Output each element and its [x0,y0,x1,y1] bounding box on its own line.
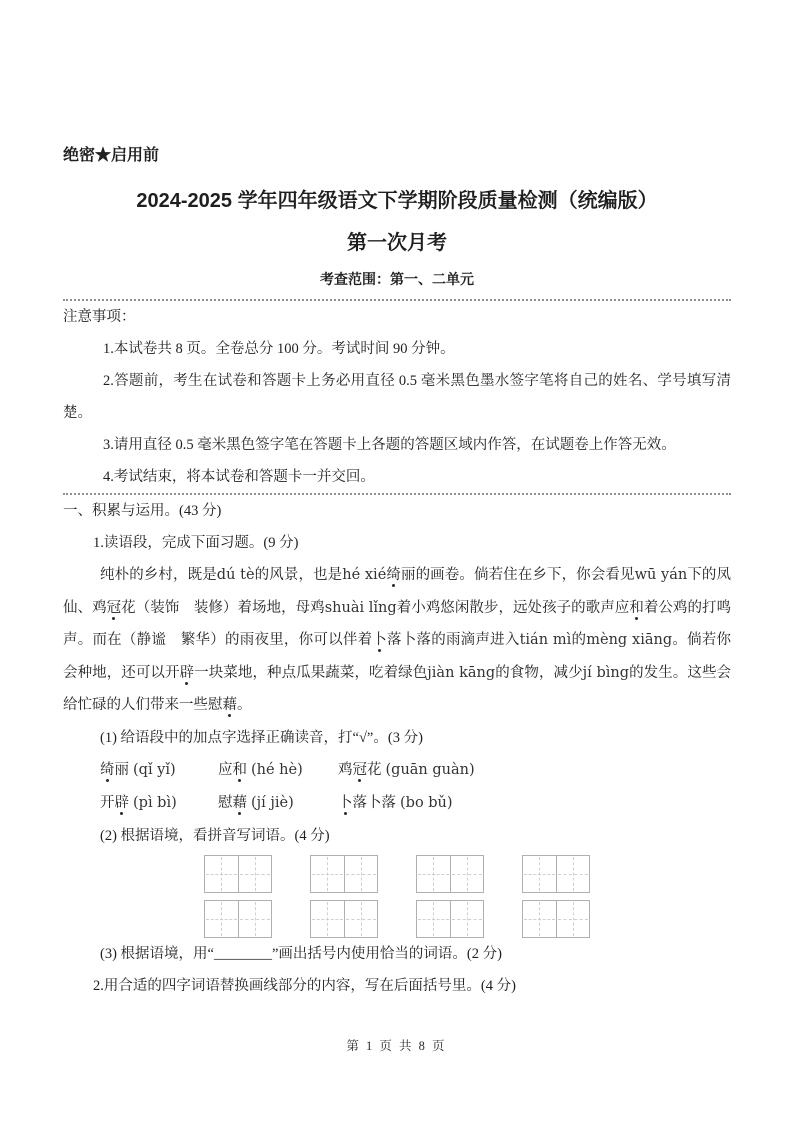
writing-box [204,855,272,893]
sub-question-2: (2) 根据语境，看拼音写词语。(4 分) [100,827,330,844]
pron-item: 应和 (hé hè) [218,761,303,778]
pinyin-segment: hé xié [342,567,387,583]
text-segment: 的食物，减少 [495,664,583,681]
exam-name: 第一次月考 [347,232,447,254]
pron-row [100,754,731,787]
question-2-stem: 2.用合适的四字词语替换画线部分的内容，写在后面括号里。(4 分) [93,977,516,994]
notice-section [63,301,731,493]
pron-item: 绮丽 (qǐ yǐ) [100,761,176,778]
grid-cell [523,901,556,937]
writing-box [416,855,484,893]
emphasized-char: 冠 [106,599,122,616]
page-title: 2024-2025 学年四年级语文下学期阶段质量检测（统编版） [136,190,658,212]
grid-cell [238,856,272,892]
pinyin-segment: mèng xiāng [586,632,673,648]
grid-cell [417,856,450,892]
grid-cell [311,856,344,892]
text-segment: 的 [571,632,587,648]
pinyin-segment: jí bìng [582,664,630,681]
text-segment: 下的凤仙、鸡 [63,567,732,616]
grid-cell [205,901,238,937]
text-segment: 着小鸡悠闲散步，远处孩子的歌声应 [396,599,630,616]
pinyin-segment: dú tè [216,567,255,583]
grid-cell [523,856,556,892]
text-segment: 一块菜地，种点瓜果蔬菜，吃着绿色 [194,664,428,681]
pinyin-options: (guān guàn) [385,761,475,778]
pinyin-segment: tián mì [519,632,572,648]
grid-row [63,855,731,893]
classification-label: 绝密★启用前 [63,147,160,164]
pinyin-options: (bo bǔ) [400,794,453,811]
pron-item: 鸡冠花 (guān guàn) [338,761,475,778]
question-1-stem: 1.读语段，完成下面习题。(9 分) [93,535,299,551]
passage [63,559,731,722]
pron-item: 卜落卜落 (bo bǔ) [338,794,453,811]
text-segment: 花（装饰 装修）着场地，母鸡 [121,599,325,616]
grid-cell [450,856,484,892]
pinyin-segment: wū yán [634,567,688,583]
emphasized-char: 藉 [222,697,237,713]
text-segment: 纯朴的乡村，既是 [100,567,217,583]
pinyin-options: (pì bì) [133,794,177,811]
writing-box [416,900,484,938]
grid-cell [311,901,344,937]
pinyin-options: (hé hè) [251,761,303,778]
grid-cell [344,856,378,892]
pinyin-segment: shuài lǐng [324,599,397,616]
emphasized-char: 藉 [232,794,247,811]
text-segment: 落卜落的雨滴声进入 [387,632,520,648]
grid-cell [556,856,590,892]
pron-item: 慰藉 (jí jiè) [218,794,294,811]
text-segment: 丽的画卷。倘若住在乡下，你会看见 [400,567,635,583]
page-footer: 第 1 页 共 8 页 [346,1039,447,1053]
emphasized-char: 和 [232,761,247,778]
pron-row [100,787,731,820]
grid-cell [205,856,238,892]
emphasized-char: 绮 [100,761,115,778]
emphasized-char: 辟 [114,794,129,811]
notice-heading: 注意事项： [63,309,136,325]
writing-box [522,855,590,893]
emphasized-char: 卜 [338,794,353,811]
emphasized-char: 绮 [386,567,401,583]
text-segment: 着公鸡的打鸣声。而在（静谧 繁华）的雨夜里，你可以伴着 [63,599,732,648]
grid-cell [238,901,272,937]
notice-item-4: 4.考试结束，将本试卷和答题卡一并交回。 [103,469,375,485]
writing-box [310,900,378,938]
writing-box [310,855,378,893]
pinyin-options: (jí jiè) [251,794,294,811]
text-segment: 。倘若你会种地，还可以开 [63,632,732,681]
emphasized-char: 卜 [372,632,388,648]
grid-row [63,900,731,938]
notice-item-2: 2.答题前，考生在试卷和答题卡上务必用直径 0.5 毫米黑色墨水签字笔将自己的姓名、学号填写清楚。 [63,373,731,421]
pron-item: 开辟 (pì bì) [100,794,177,811]
pinyin-segment: jiàn kāng [427,664,496,681]
grid-cell [344,901,378,937]
writing-grid [63,855,731,938]
emphasized-char: 和 [629,599,644,616]
writing-box [204,900,272,938]
section-1-heading: 一、积累与运用。(43 分) [63,503,222,519]
pinyin-options: (qǐ yǐ) [133,761,176,778]
text-segment: 的发生。这些会给忙碌的人们带来一些慰 [63,664,732,713]
grid-cell [556,901,590,937]
text-segment: 的风景，也是 [254,567,343,583]
grid-cell [450,901,484,937]
writing-box [522,900,590,938]
grid-cell [417,901,450,937]
notice-item-1: 1.本试卷共 8 页。全卷总分 100 分。考试时间 90 分钟。 [103,341,455,357]
emphasized-char: 冠 [352,761,367,778]
emphasized-char: 辟 [179,664,195,681]
scope-label: 考查范围：第一、二单元 [320,271,474,287]
notice-item-3: 3.请用直径 0.5 毫米黑色签字笔在答题卡上各题的答题区域内作答，在试题卷上作答无效。 [103,437,676,453]
pronunciation-table [63,754,731,820]
text-segment: 。 [237,697,252,713]
sub-question-3: (3) 根据语境，用“________”画出括号内使用恰当的词语。(2 分) [100,945,502,962]
sub-question-1: (1) 给语段中的加点字选择正确读音，打“√”。(3 分) [100,729,423,746]
